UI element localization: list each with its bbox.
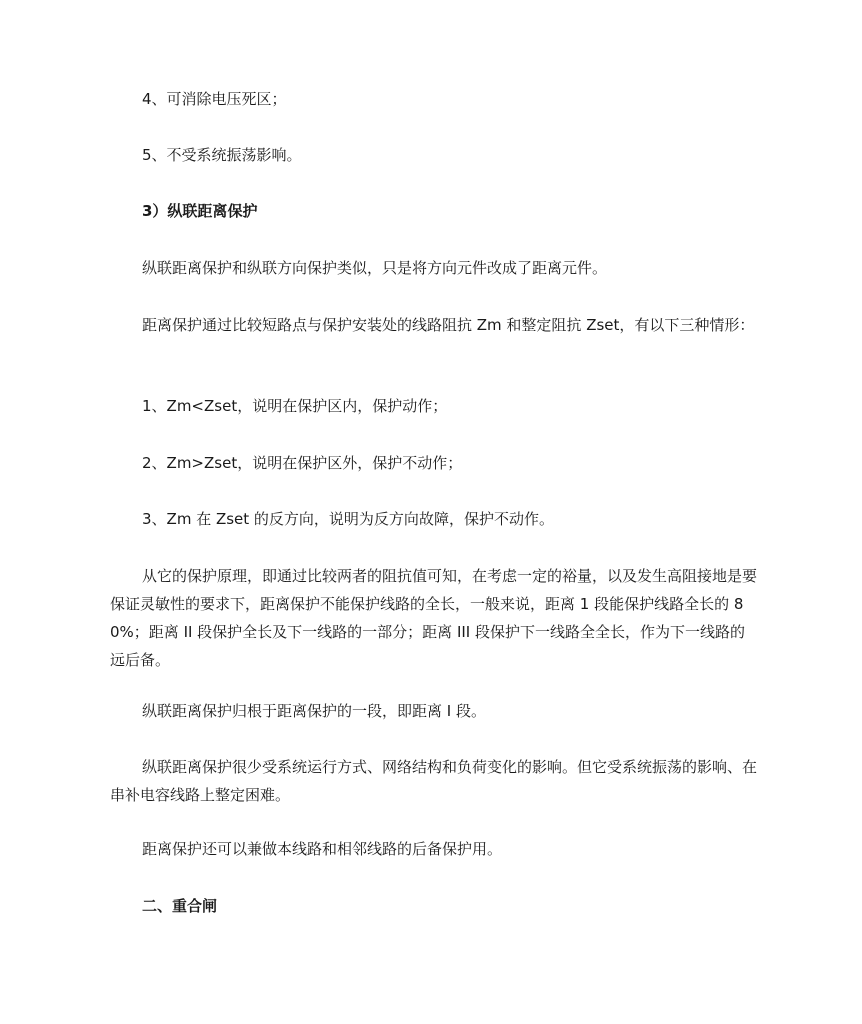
list-item-4: 4、可消除电压死区； (142, 90, 287, 108)
section-heading-longitudinal-distance: 3）纵联距离保护 (142, 202, 258, 220)
paragraph-backup: 距离保护还可以兼做本线路和相邻线路的后备保护用。 (142, 840, 503, 858)
paragraph-intro: 纵联距离保护和纵联方向保护类似，只是将方向元件改成了距离元件。 (142, 259, 608, 277)
case-item-1: 1、Zm<Zset，说明在保护区内，保护动作； (142, 397, 448, 415)
section-heading-reclosing: 二、重合闸 (142, 897, 218, 915)
list-item-5: 5、不受系统振荡影响。 (142, 146, 302, 164)
case-item-3: 3、Zm 在 Zset 的反方向，说明为反方向故障，保护不动作。 (142, 510, 554, 528)
paragraph-impedance-compare: 距离保护通过比较短路点与保护安装处的线路阻抗 Zm 和整定阻抗 Zset，有以下三种情形： (142, 316, 755, 334)
paragraph-influence: 纵联距离保护很少受系统运行方式、网络结构和负荷变化的影响。但它受系统振荡的影响、在串补电容线路上整定困难。 (110, 758, 758, 804)
case-item-2: 2、Zm>Zset，说明在保护区外，保护不动作； (142, 454, 463, 472)
paragraph-zone-one: 纵联距离保护归根于距离保护的一段，即距离 I 段。 (142, 702, 486, 720)
paragraph-principle: 从它的保护原理，即通过比较两者的阻抗值可知，在考虑一定的裕量，以及发生高阻接地是要保证灵敏性的要求下，距离保护不能保护线路的全长，一般来说，距离 1 段能保护线路全长的 80%；距离 II 段保护全长及下一线路的一部分；距离 III 段保护下一线路全全长，作为下一线路的远后备。 (110, 567, 758, 669)
